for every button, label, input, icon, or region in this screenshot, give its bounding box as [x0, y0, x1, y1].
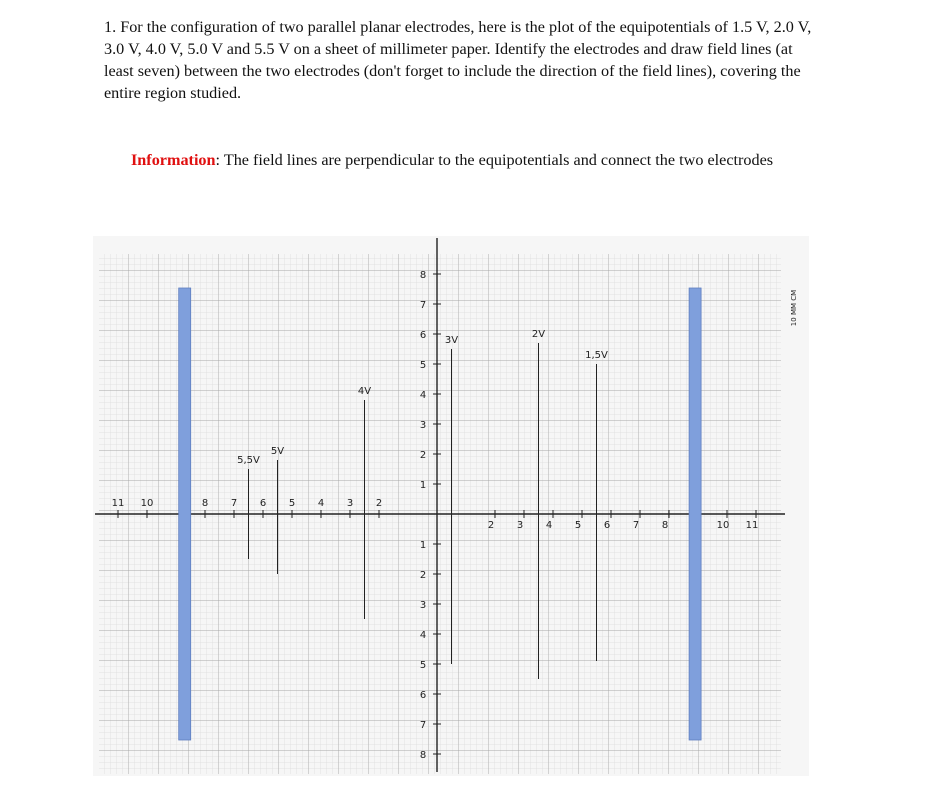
x-tick-label: 7	[632, 520, 640, 531]
x-tick-label: 11	[745, 520, 759, 531]
equipotential-label: 4V	[357, 386, 372, 397]
y-tick-label: 1	[419, 540, 427, 551]
y-tick-label: 8	[419, 750, 427, 761]
y-tick-label: 1	[419, 480, 427, 491]
y-tick-label: 6	[419, 330, 427, 341]
y-tick-label: 7	[419, 300, 427, 311]
y-tick-label: 2	[419, 450, 427, 461]
y-tick-label: 5	[419, 360, 427, 371]
equipotential-label: 3V	[444, 335, 459, 346]
equipotential-label: 5V	[270, 446, 285, 457]
y-tick-label: 6	[419, 690, 427, 701]
y-tick-label: 2	[419, 570, 427, 581]
question-text	[104, 16, 824, 104]
y-tick-label: 3	[419, 420, 427, 431]
x-tick-label: 6	[259, 498, 267, 509]
x-tick-label: 4	[317, 498, 325, 509]
question-body: For the configuration of two parallel planar electrodes, here is the plot of the equipotentials of 1.5 V, 2.0 V, 3.0 V, 4.0 V, 5.0 V and 5.5 V on a sheet of millimeter paper. Identify the electrodes and draw field lines (at least seven) between the two electrodes (don't forget to include the direction of the field lines), covering the entire region studied.	[104, 18, 812, 102]
millimeter-paper-figure	[93, 236, 809, 776]
x-tick-label: 10	[716, 520, 730, 531]
x-tick-label: 7	[230, 498, 238, 509]
y-tick-label: 7	[419, 720, 427, 731]
x-tick-label: 3	[516, 520, 524, 531]
x-tick-label: 2	[375, 498, 383, 509]
right-electrode	[689, 288, 701, 740]
x-tick-label: 3	[346, 498, 354, 509]
y-tick-label: 8	[419, 270, 427, 281]
information-text: The field lines are perpendicular to the equipotentials and connect the two electrodes	[223, 151, 774, 169]
question-number: 1.	[104, 18, 117, 36]
x-tick-label: 6	[603, 520, 611, 531]
information-label: Information	[131, 151, 216, 169]
x-tick-label: 5	[574, 520, 582, 531]
information-separator: :	[215, 151, 221, 169]
y-tick-label: 4	[419, 390, 427, 401]
left-electrode	[179, 288, 191, 740]
information-note	[131, 149, 831, 171]
x-tick-label: 8	[661, 520, 669, 531]
y-tick-label: 5	[419, 660, 427, 671]
equipotential-label: 5,5V	[237, 455, 260, 466]
y-tick-label: 3	[419, 600, 427, 611]
paper-caption: 10 MM CM	[790, 289, 798, 327]
equipotential-plot	[93, 236, 809, 776]
y-tick-label: 4	[419, 630, 427, 641]
x-tick-label: 4	[545, 520, 553, 531]
x-tick-label: 11	[111, 498, 125, 509]
x-tick-label: 10	[140, 498, 154, 509]
x-tick-label: 8	[201, 498, 209, 509]
x-tick-label: 5	[288, 498, 296, 509]
x-tick-label: 2	[487, 520, 495, 531]
equipotential-label: 2V	[531, 329, 546, 340]
equipotential-label: 1,5V	[585, 350, 608, 361]
